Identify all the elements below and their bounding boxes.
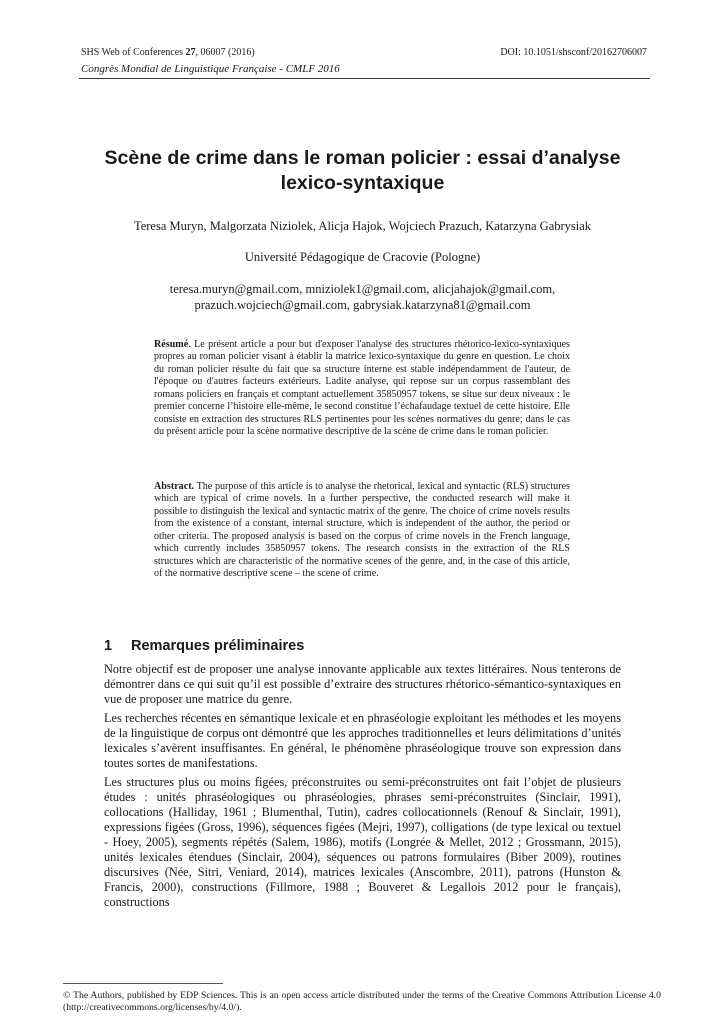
header-divider [79, 78, 650, 79]
abstract-label: Abstract. [154, 481, 195, 492]
section-title: Remarques préliminaires [131, 638, 305, 654]
emails-line-2: prazuch.wojciech@gmail.com, gabrysiak.katarzyna81@gmail.com [194, 298, 531, 312]
section-number: 1 [104, 638, 113, 654]
footer-divider [63, 983, 223, 984]
affiliation: Université Pédagogique de Cracovie (Pologne) [244, 250, 481, 264]
paragraph-2: Les recherches récentes en sémantique lexicale et en phraséologie exploitant les méthodes et les moyens de la linguistique de corpus ont démontré que les approches traditionnelles et leurs délimitations d’unités lexicales s’avèrent insuffisantes. En général, le phénomène phraséologique trouve son expression dans toutes sortes de manifestations. [104, 711, 621, 770]
abstract-text: The purpose of this article is to analyse the rhetorical, lexical and syntactic (RLS) structures which are typical of crime novels. In a further perspective, the conducted research will make it possible to distinguish the lexical and syntactic matrix of the genre. The choice of crime novels results from the existence of a constant, internal structure, which is independent of the author, the period or other criteria. The proposed analysis is based on the corpus of crime novels in the French language, which currently includes 35850957 tokens. The research consists in the extraction of the RLS structures which are characteristic of the normative scenes of the genre, and, in the case of this article, of the normative descriptive scene – the scene of crime. [154, 481, 570, 580]
resume-label: Résumé [154, 339, 189, 350]
conference-name: Congrès Mondial de Linguistique Française - CMLF 2016 [81, 63, 340, 75]
paper-title: Scène de crime dans le roman policier : essai d’analyse lexico-syntaxique [104, 147, 621, 194]
section-heading [104, 638, 304, 654]
journal-header: SHS Web of Conferences 27, 06007 (2016) [81, 47, 255, 58]
author-emails [60, 281, 665, 313]
resume-block [154, 339, 570, 439]
doi: DOI: 10.1051/shsconf/20162706007 [500, 47, 647, 58]
paragraph-1: Notre objectif est de proposer une analyse innovante applicable aux textes littéraires. Nous tenterons de démontrer dans ce qui suit qu’il est possible d’extraire des structures rhétorico-sémantico-syntaxiques en vue de proposer une matrice du genre. [104, 662, 621, 706]
journal-volume: 27 [185, 47, 196, 58]
paragraph-3: Les structures plus ou moins figées, préconstruites ou semi-préconstruites ont fait l’objet de plusieurs études : unités phraséologiques ou phraséologies, phrases semi-préconstruites (Sinclair, 1991), collocations (Halliday, 1961 ; Blumenthal, Tutin), cadres collocationnels (Renouf & Sinclair, 1991), expressions figées (Gross, 1996), séquences figées (Mejri, 1997), colligations (de type lexical ou textuel - Hoey, 2005), segments répétés (Salem, 1986), motifs (Longrée & Mellet, 2012 ; Grossmann, 2015), unités lexicales étendues (Sinclair, 2004), séquences ou patrons formulaires (Biber 2009), routines discursives (Née, Sitri, Veniard, 2014), matrices lexicales (Anscombre, 2011), patrons (Hunston & Francis, 2000), constructions (Fillmore, 1988 ; Bouveret & Legallois 2012 pour le français), constructions [104, 775, 621, 909]
license-footer: © The Authors, published by EDP Sciences. This is an open access article distributed under the terms of the Creative Commons Attribution License 4.0 (http://creativecommons.org/licenses/by/4.0/). [63, 990, 661, 1013]
emails-line-1: teresa.muryn@gmail.com, mniziolek1@gmail.com, alicjahajok@gmail.com, [169, 282, 556, 296]
abstract-block [154, 481, 570, 581]
resume-text: . Le présent article a pour but d'exposer l'analyse des structures rhétorico-lexico-syntaxiques propres au roman policier visant à établir la matrice lexico-syntaxique du genre en question. Le choix du roman policier résulte du fait que sa structure interne est stable indépendamment de l'auteur, de l'époque ou d'autres facteurs extérieurs. Ladite analyse, qui repose sur un corpus rassemblant des romans policiers en français et comptant actuellement 35850957 tokens, se situe sur deux niveaux : le premier concerne l’histoire elle-même, le second constitue l’échafaudage textuel de cette histoire. Elle consiste en extraction des structures RLS pertinentes pour les scènes normatives du genre; dans le cas du présent article pour la scène normative descriptive de la scène de crime dans le roman policier. [154, 339, 570, 438]
author-list: Teresa Muryn, Malgorzata Niziolek, Alicja Hajok, Wojciech Prazuch, Katarzyna Gabrysiak [133, 219, 592, 233]
